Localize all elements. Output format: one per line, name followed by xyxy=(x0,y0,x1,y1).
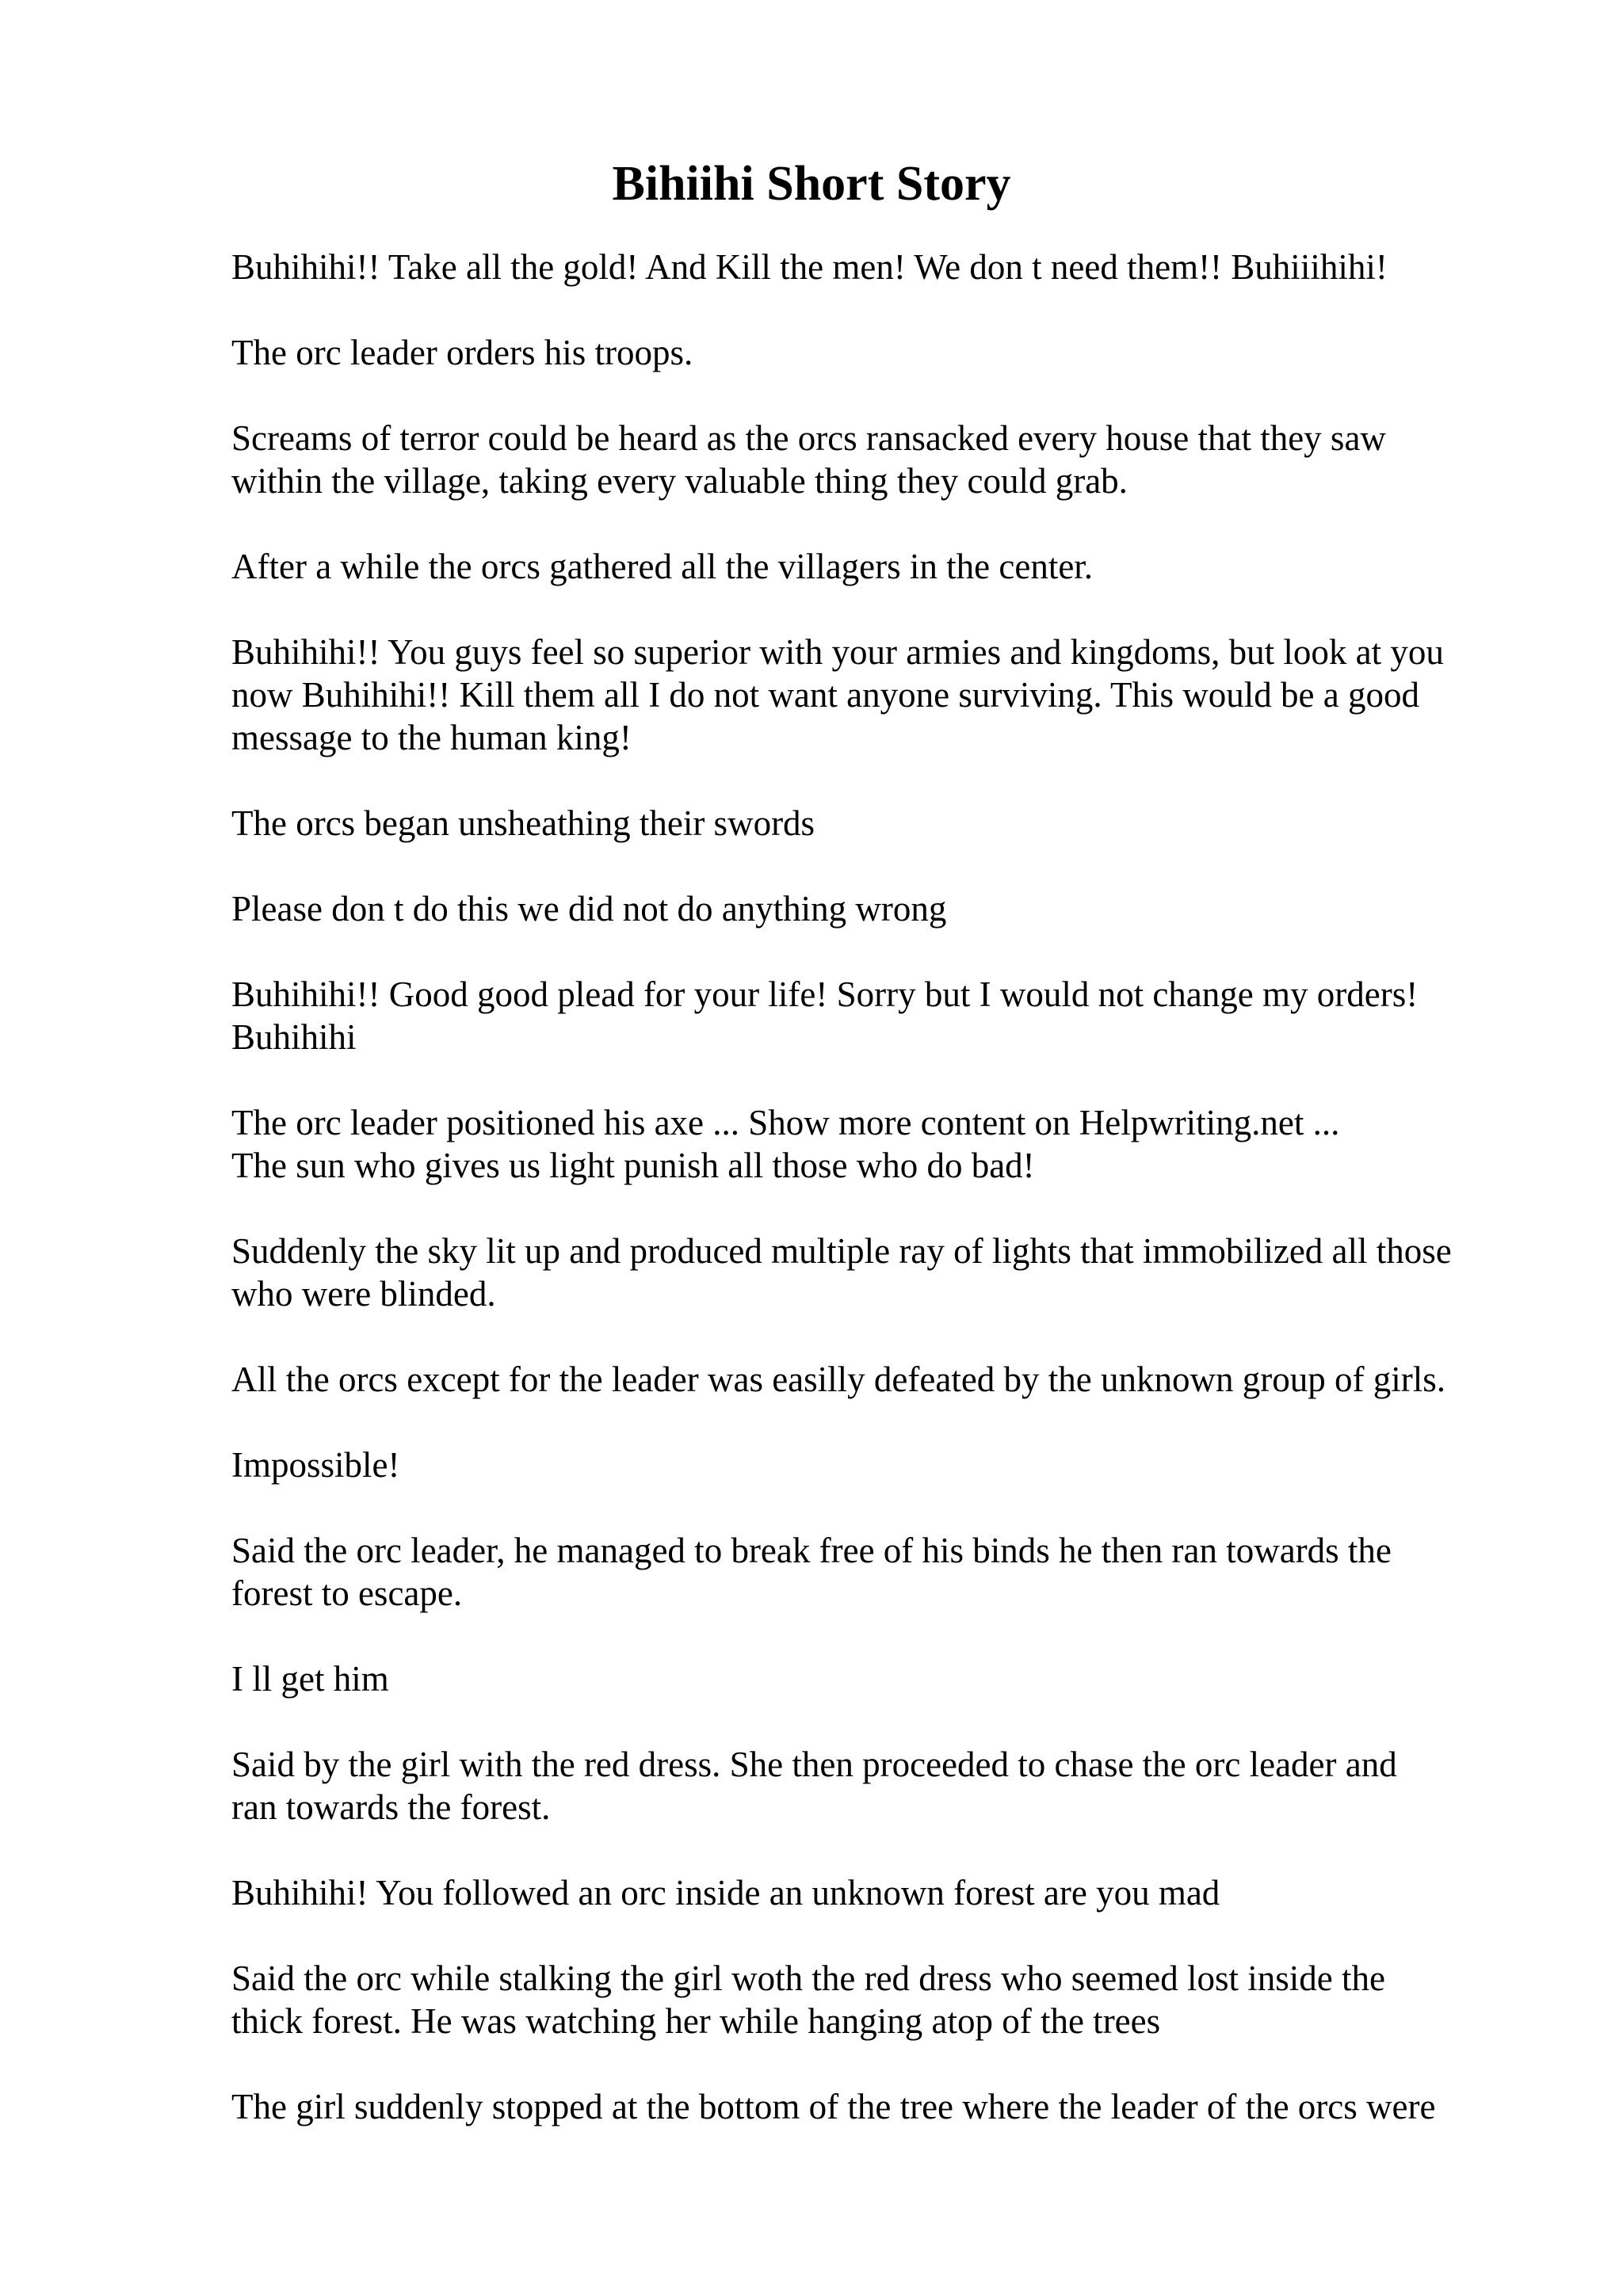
story-body xyxy=(231,246,1547,2171)
story-paragraph xyxy=(231,631,1547,759)
document-title: Bihiihi Short Story xyxy=(612,157,1011,211)
story-line: Please don t do this we did not do anything wrong xyxy=(231,889,947,929)
story-paragraph xyxy=(231,545,1547,588)
story-paragraph xyxy=(231,1957,1547,2042)
story-line: Said by the girl with the red dress. She then proceeded to chase the orc leader and xyxy=(231,1745,1397,1784)
story-paragraph xyxy=(231,1657,1547,1700)
story-line: Impossible! xyxy=(231,1445,400,1485)
story-line: now Buhihihi!! Kill them all I do not want anyone surviving. This would be a good xyxy=(231,675,1419,715)
story-line: After a while the orcs gathered all the villagers in the center. xyxy=(231,547,1094,586)
story-paragraph xyxy=(231,1444,1547,1486)
story-line: Buhihihi xyxy=(231,1017,357,1057)
story-paragraph xyxy=(231,417,1547,502)
story-line: who were blinded. xyxy=(231,1274,496,1314)
story-line: Buhihihi!! You guys feel so superior with your armies and kingdoms, but look at you xyxy=(231,632,1444,672)
story-line: Screams of terror could be heard as the orcs ransacked every house that they saw xyxy=(231,418,1386,458)
story-line: within the village, taking every valuable thing they could grab. xyxy=(231,461,1128,501)
story-line: All the orcs except for the leader was easilly defeated by the unknown group of girls. xyxy=(231,1360,1445,1399)
story-paragraph xyxy=(231,2085,1547,2128)
story-line: Buhihihi!! Take all the gold! And Kill the men! We don t need them!! Buhiiihihi! xyxy=(231,247,1388,287)
story-line: The orc leader positioned his axe ... Show more content on Helpwriting.net ... xyxy=(231,1103,1340,1142)
story-line: Buhihihi!! Good good plead for your life! Sorry but I would not change my orders! xyxy=(231,974,1419,1014)
story-paragraph xyxy=(231,331,1547,374)
story-paragraph xyxy=(231,1529,1547,1615)
story-line: forest to escape. xyxy=(231,1573,463,1613)
story-paragraph xyxy=(231,887,1547,930)
story-line: Suddenly the sky lit up and produced multiple ray of lights that immobilized all those xyxy=(231,1231,1452,1271)
story-line: thick forest. He was watching her while hanging atop of the trees xyxy=(231,2001,1161,2041)
story-line: The orcs began unsheathing their swords xyxy=(231,803,815,843)
story-line: The sun who gives us light punish all those who do bad! xyxy=(231,1146,1035,1185)
story-line: The girl suddenly stopped at the bottom of the tree where the leader of the orcs were xyxy=(231,2087,1436,2126)
story-line: ran towards the forest. xyxy=(231,1787,551,1827)
story-line: Buhihihi! You followed an orc inside an unknown forest are you mad xyxy=(231,1873,1220,1913)
story-line: I ll get him xyxy=(231,1659,389,1699)
story-paragraph xyxy=(231,246,1547,288)
story-line: The orc leader orders his troops. xyxy=(231,333,693,372)
story-paragraph xyxy=(231,802,1547,845)
story-paragraph xyxy=(231,1871,1547,1914)
story-paragraph xyxy=(231,1358,1547,1401)
story-line: Said the orc leader, he managed to break free of his binds he then ran towards the xyxy=(231,1531,1392,1570)
story-paragraph xyxy=(231,1101,1547,1187)
story-paragraph xyxy=(231,973,1547,1058)
story-paragraph xyxy=(231,1230,1547,1315)
story-line: Said the orc while stalking the girl woth the red dress who seemed lost inside the xyxy=(231,1958,1385,1998)
story-paragraph xyxy=(231,1743,1547,1829)
story-line: message to the human king! xyxy=(231,718,632,757)
